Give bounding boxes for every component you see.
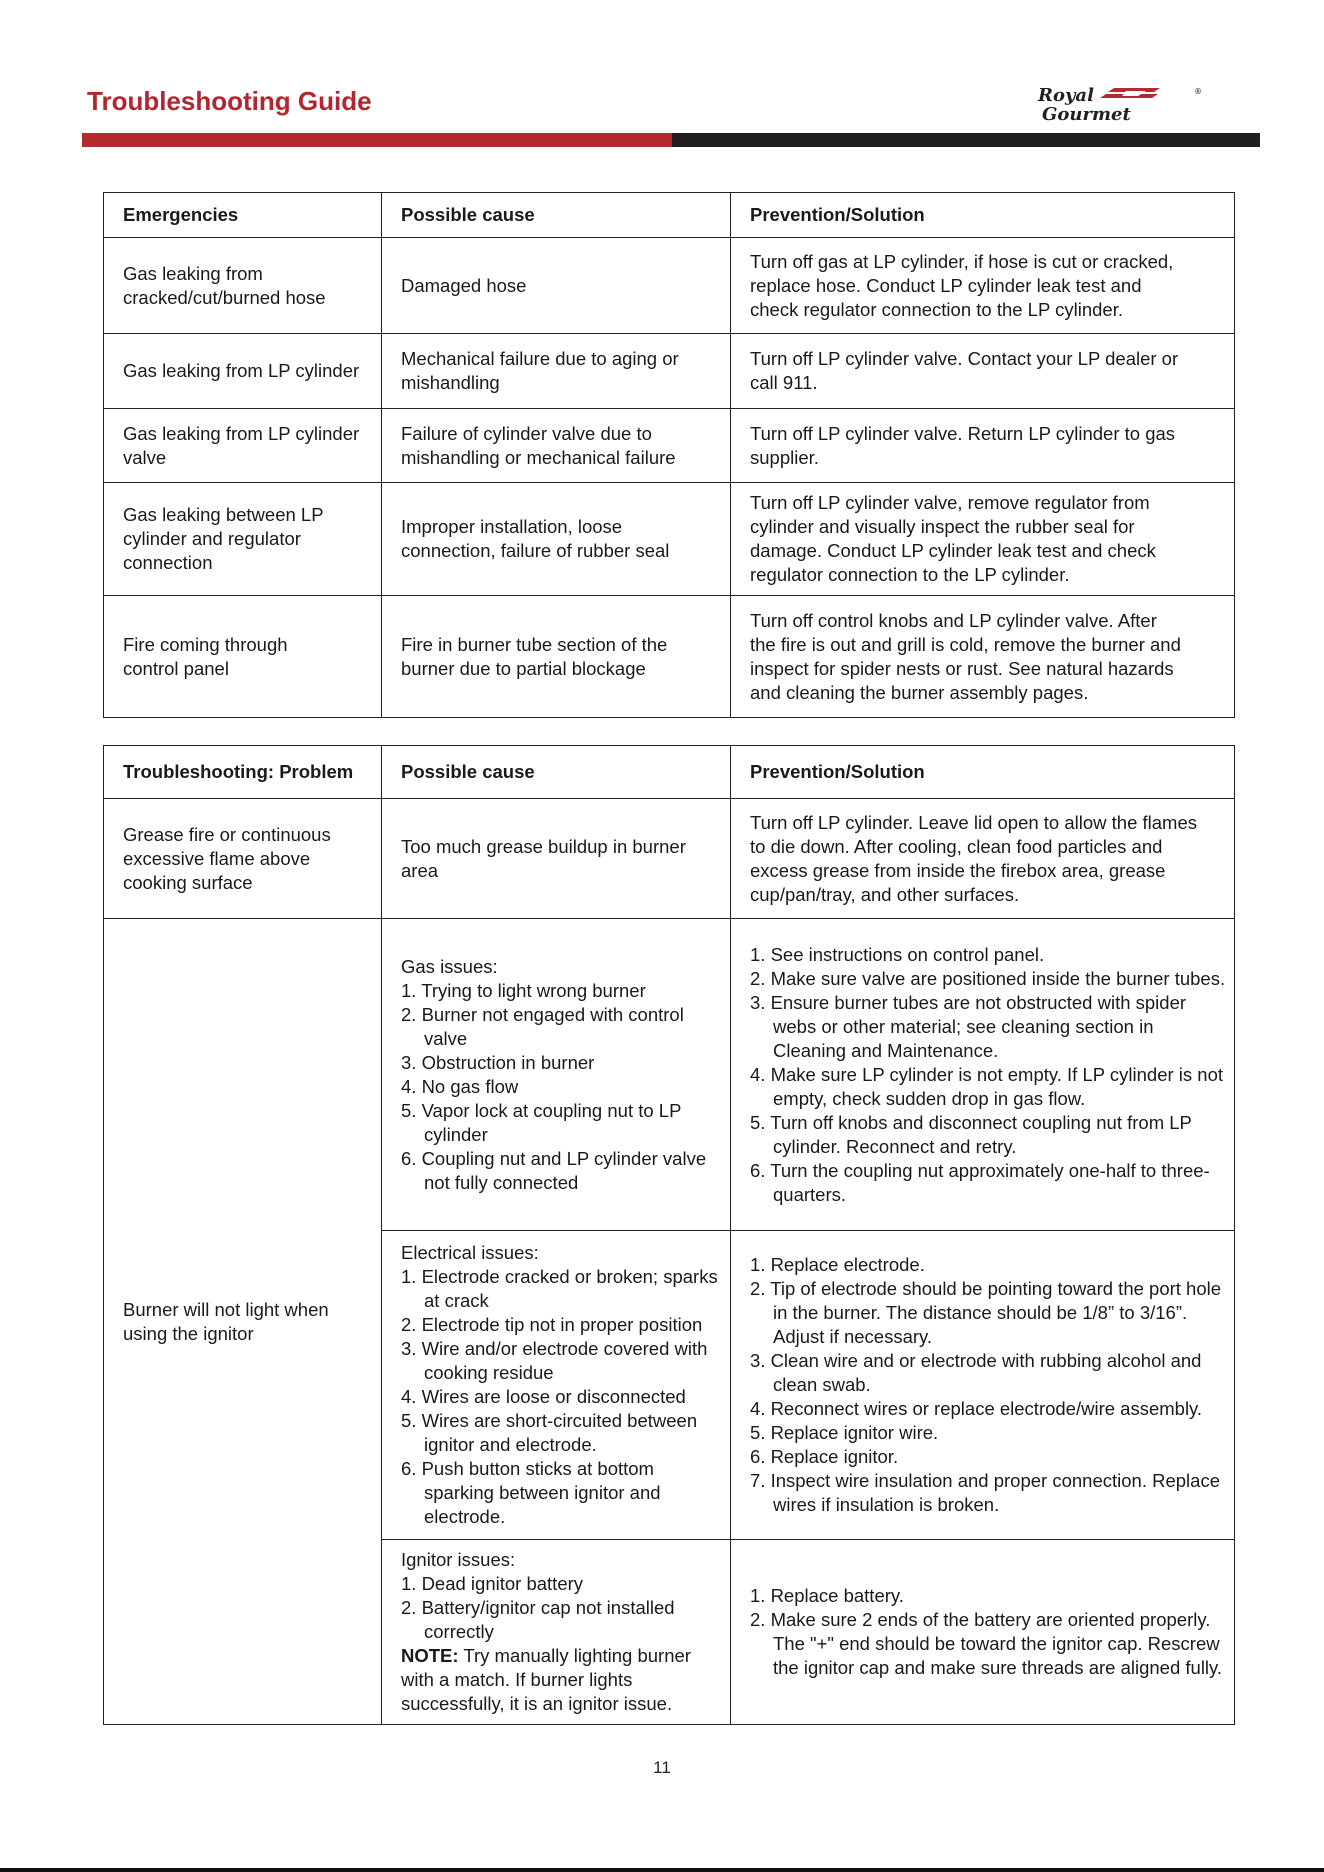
- ignitor-issues-solution-cell: [731, 1540, 1235, 1725]
- solution-cell: Turn off LP cylinder valve. Contact your LP dealer or call 911.: [731, 334, 1235, 409]
- table-header-row: [104, 193, 1235, 238]
- list-item: 2. Make sure valve are positioned inside the burner tubes.: [750, 967, 1226, 989]
- cause-cell: Damaged hose: [382, 238, 731, 334]
- gas-issues-solutions-list: [750, 943, 1230, 1207]
- gas-issues-solution-cell: [731, 919, 1235, 1231]
- list-item: 2. Electrode tip not in proper position: [401, 1314, 703, 1335]
- emergency-cell: Fire coming through control panel: [104, 596, 382, 718]
- column-header: Possible cause: [382, 193, 731, 238]
- cause-cell: Fire in burner tube section of the burner due to partial blockage: [382, 596, 731, 718]
- table-header-row: [104, 746, 1235, 799]
- note-label: NOTE:: [401, 1645, 459, 1666]
- list-item: 3. Obstruction in burner: [401, 1051, 595, 1073]
- list-item: 1. Replace electrode.: [750, 1254, 925, 1275]
- table-row: [104, 238, 1235, 334]
- gas-issues-heading: Gas issues:: [401, 955, 498, 977]
- column-header: Prevention/Solution: [731, 193, 1235, 238]
- ignitor-issues-solutions-list: [750, 1584, 1230, 1680]
- troubleshooting-table: [103, 745, 1235, 1725]
- list-item: 5. Vapor lock at coupling nut to LP cylinder: [401, 1099, 682, 1145]
- cause-cell: Failure of cylinder valve due to mishandling or mechanical failure: [382, 409, 731, 483]
- note-text: Try manually lighting burner with a match. If burner lights successfully, it is an ignitor issue.: [401, 1645, 691, 1714]
- electrical-issues-solutions-list: [750, 1253, 1230, 1517]
- list-item: 2. Tip of electrode should be pointing toward the port hole in the burner. The distance should be 1/8” to 3/16”. Adjust if necessary.: [750, 1278, 1222, 1347]
- list-item: 5. Replace ignitor wire.: [750, 1422, 939, 1443]
- list-item: 7. Inspect wire insulation and proper connection. Replace wires if insulation is broken.: [750, 1470, 1220, 1515]
- svg-text:Royal: Royal: [1038, 85, 1094, 106]
- list-item: 1. Dead ignitor battery: [401, 1573, 584, 1594]
- electrical-issues-solution-cell: [731, 1231, 1235, 1540]
- electrical-issues-cause-cell: [382, 1231, 731, 1540]
- column-header: Emergencies: [104, 193, 382, 238]
- solution-cell: Turn off gas at LP cylinder, if hose is cut or cracked, replace hose. Conduct LP cylinder leak test and check regulator connection to the LP cylinder.: [731, 238, 1235, 334]
- table-row: [104, 596, 1235, 718]
- list-item: 1. Replace battery.: [750, 1585, 904, 1606]
- list-item: 2. Make sure 2 ends of the battery are oriented properly. The "+" end should be toward the ignitor cap. Rescrew the ignitor cap and make sure threads are aligned fully.: [750, 1609, 1223, 1678]
- solution-cell: Turn off control knobs and LP cylinder valve. After the fire is out and grill is cold, remove the burner and inspect for spider nests or rust. See natural hazards and cleaning the burner assembly pages.: [731, 596, 1235, 718]
- emergency-cell: Gas leaking from LP cylinder: [104, 334, 382, 409]
- gas-issues-cause-cell: [382, 919, 731, 1231]
- emergency-cell: Gas leaking from cracked/cut/burned hose: [104, 238, 382, 334]
- flag-stripes-icon: [1100, 88, 1160, 98]
- table-row: [104, 919, 1235, 1231]
- table-row: [104, 799, 1235, 919]
- list-item: 5. Wires are short-circuited between ignitor and electrode.: [401, 1410, 698, 1455]
- column-header: Troubleshooting: Problem: [104, 746, 382, 799]
- table-row: [104, 483, 1235, 596]
- page-number: 11: [653, 1758, 671, 1777]
- emergency-cell: Gas leaking from LP cylinder valve: [104, 409, 382, 483]
- solution-cell: Turn off LP cylinder valve. Return LP cylinder to gas supplier.: [731, 409, 1235, 483]
- list-item: 4. Reconnect wires or replace electrode/wire assembly.: [750, 1398, 1203, 1419]
- solution-cell: Turn off LP cylinder valve, remove regulator from cylinder and visually inspect the rubber seal for damage. Conduct LP cylinder leak test and check regulator connection to the LP cylinder.: [731, 483, 1235, 596]
- problem-cell: Grease fire or continuous excessive flame above cooking surface: [104, 799, 382, 919]
- page-title: Troubleshooting Guide: [87, 86, 372, 116]
- list-item: 1. Electrode cracked or broken; sparks at crack: [401, 1266, 718, 1311]
- list-item: 3. Clean wire and or electrode with rubbing alcohol and clean swab.: [750, 1350, 1202, 1395]
- ignitor-note: [401, 1644, 726, 1716]
- table-row: [104, 334, 1235, 409]
- list-item: 5. Turn off knobs and disconnect coupling nut from LP cylinder. Reconnect and retry.: [750, 1111, 1192, 1157]
- emergencies-table: [103, 192, 1235, 718]
- ignitor-issues-cause-cell: [382, 1540, 731, 1725]
- cause-cell: Improper installation, loose connection, failure of rubber seal: [382, 483, 731, 596]
- list-item: 6. Push button sticks at bottom sparking between ignitor and electrode.: [401, 1458, 661, 1527]
- list-item: 1. See instructions on control panel.: [750, 943, 1045, 965]
- electrical-issues-heading: Electrical issues:: [401, 1242, 539, 1263]
- table-row: [104, 409, 1235, 483]
- list-item: 6. Replace ignitor.: [750, 1446, 899, 1467]
- registered-mark: ®: [1194, 87, 1202, 96]
- list-item: 4. No gas flow: [401, 1075, 519, 1097]
- header-bar-black: [672, 133, 1260, 147]
- emergency-cell: Gas leaking between LP cylinder and regulator connection: [104, 483, 382, 596]
- list-item: 6. Turn the coupling nut approximately one-half to three-quarters.: [750, 1159, 1210, 1205]
- ignitor-issues-heading: Ignitor issues:: [401, 1549, 516, 1570]
- list-item: 1. Trying to light wrong burner: [401, 979, 646, 1001]
- svg-text:Gourmet: Gourmet: [1042, 104, 1131, 124]
- list-item: 6. Coupling nut and LP cylinder valve not fully connected: [401, 1147, 707, 1193]
- list-item: 2. Burner not engaged with control valve: [401, 1003, 684, 1049]
- solution-cell: Turn off LP cylinder. Leave lid open to allow the flames to die down. After cooling, clean food particles and excess grease from inside the firebox area, grease cup/pan/tray, and other surfaces.: [731, 799, 1235, 919]
- list-item: 3. Ensure burner tubes are not obstructed with spider webs or other material; see cleaning section in Cleaning and Maintenance.: [750, 991, 1187, 1061]
- electrical-issues-causes-list: [401, 1265, 726, 1529]
- gas-issues-causes-list: [401, 979, 726, 1195]
- column-header: Possible cause: [382, 746, 731, 799]
- list-item: 3. Wire and/or electrode covered with cooking residue: [401, 1338, 708, 1383]
- bottom-rule: [0, 1868, 1324, 1872]
- list-item: 2. Battery/ignitor cap not installed correctly: [401, 1597, 675, 1642]
- column-header: Prevention/Solution: [731, 746, 1235, 799]
- problem-cell: Burner will not light when using the ignitor: [104, 919, 382, 1725]
- list-item: 4. Wires are loose or disconnected: [401, 1386, 686, 1407]
- ignitor-issues-causes-list: [401, 1572, 726, 1644]
- cause-cell: Mechanical failure due to aging or mishandling: [382, 334, 731, 409]
- cause-cell: Too much grease buildup in burner area: [382, 799, 731, 919]
- list-item: 4. Make sure LP cylinder is not empty. If LP cylinder is not empty, check sudden drop in gas flow.: [750, 1063, 1223, 1109]
- royal-gourmet-logo: [1034, 84, 1234, 124]
- header-bar-red: [82, 133, 672, 147]
